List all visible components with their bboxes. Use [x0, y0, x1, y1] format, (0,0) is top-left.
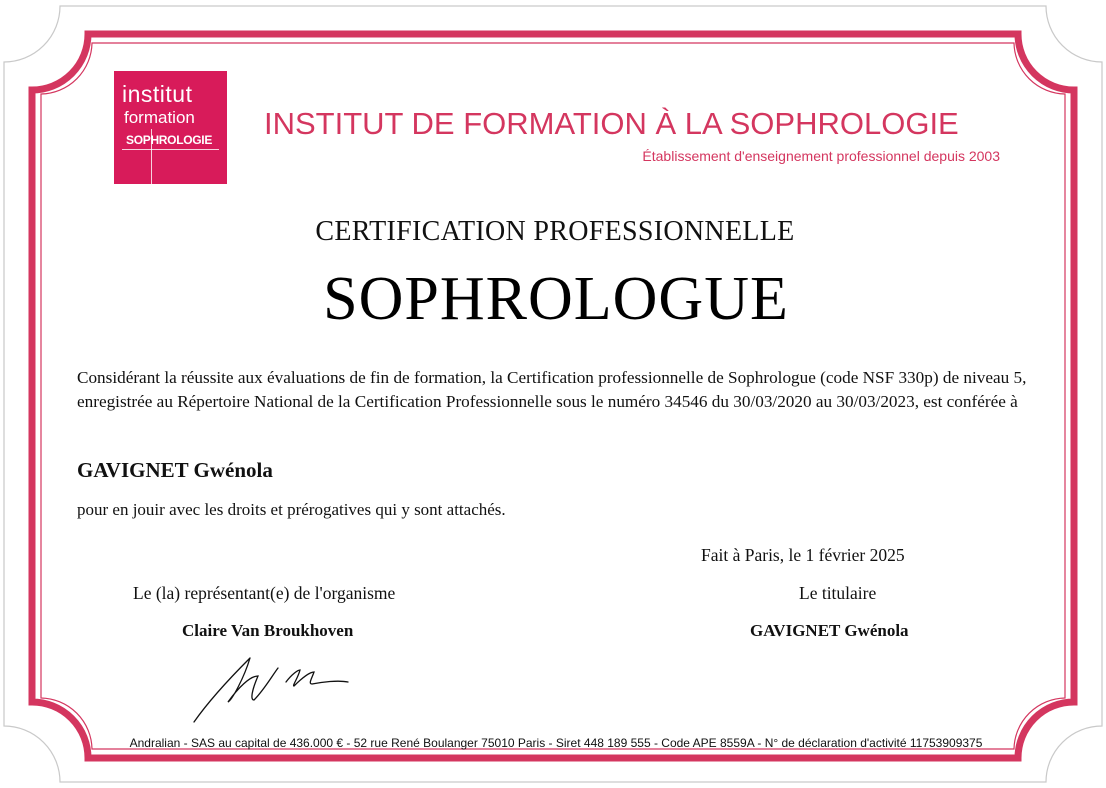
holder-signature-name: GAVIGNET Gwénola: [750, 621, 909, 640]
institute-name: INSTITUT DE FORMATION À LA SOPHROLOGIE: [264, 106, 959, 141]
rights-statement: pour en jouir avec les droits et prérogatives qui y sont attachés.: [77, 500, 506, 519]
logo-divider-horizontal: [122, 149, 219, 150]
logo-line-2: formation: [124, 108, 195, 127]
footer-legal: Andralian - SAS au capital de 436.000 € - 52 rue René Boulanger 75010 Paris - Siret 448 189 555 - Code APE 8559A - N° de déclaration d'activité 11753909375: [129, 736, 983, 750]
handwritten-signature: [188, 640, 358, 730]
certificate-type: CERTIFICATION PROFESSIONNELLE: [315, 216, 795, 247]
institute-tagline: Établissement d'enseignement professionnel depuis 2003: [642, 148, 1000, 164]
certificate-body: Considérant la réussite aux évaluations de fin de formation, la Certification professionnelle de Sophrologue (code NSF 330p) de niveau 5, enregistrée au Répertoire National de la Certification Professionnelle sous le numéro 34546 du 30/03/2020 au 30/03/2023, est conférée à: [77, 368, 1027, 411]
representative-name: Claire Van Broukhoven: [182, 621, 354, 640]
logo-line-1: institut: [122, 81, 193, 107]
institute-logo: [114, 71, 227, 184]
place-date: Fait à Paris, le 1 février 2025: [701, 545, 905, 565]
certificate-title: SOPHROLOGUE: [323, 265, 789, 333]
holder-name: GAVIGNET Gwénola: [77, 458, 273, 482]
representative-label: Le (la) représentant(e) de l'organisme: [133, 583, 396, 603]
holder-label: Le titulaire: [799, 583, 877, 603]
logo-line-3: SOPHROLOGIE: [126, 133, 213, 147]
